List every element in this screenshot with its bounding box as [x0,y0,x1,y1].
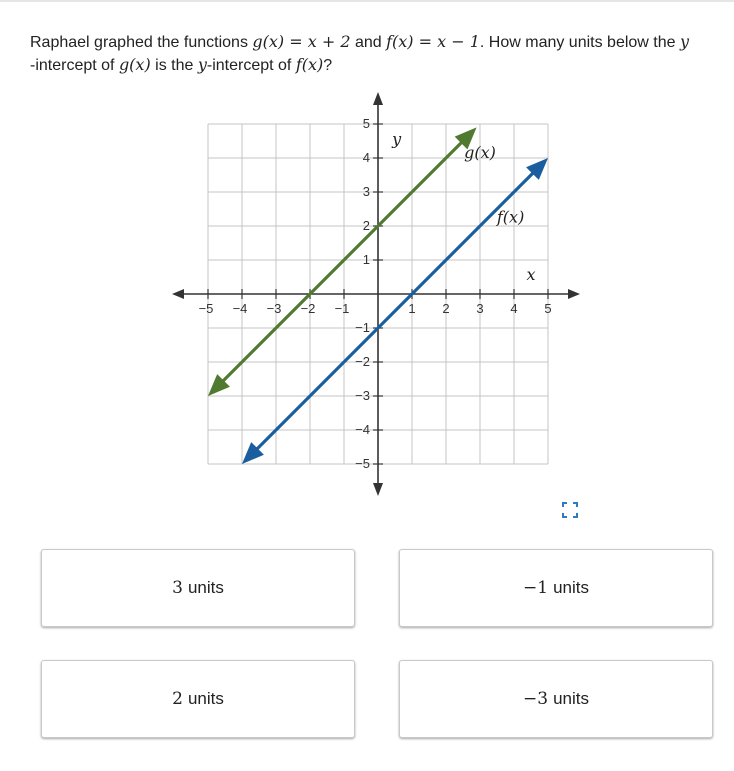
x-tick-label: −3 [266,301,282,316]
choice-2-units[interactable] [41,660,355,738]
question-part: Raphael graphed the functions [30,34,253,51]
x-tick-label: −5 [198,301,214,316]
y-variable: y [197,55,207,74]
question-part: is the [150,57,198,74]
y-tick-label: 2 [362,218,370,233]
y-tick-label: −4 [355,422,370,437]
f-name: f(x) [295,55,324,74]
question-part: -intercept of [30,57,119,74]
y-tick-label: −1 [355,320,370,335]
choice-number: −1 [523,578,549,598]
y-tick-label: 1 [362,252,370,267]
x-axis-arrow-left [172,289,184,299]
y-tick-label: 4 [362,150,370,165]
x-tick-label: 2 [442,301,450,316]
series-label-gx: g(x) [464,143,496,162]
y-tick-label: −5 [355,456,370,471]
question-part: . How many units below the [479,34,680,51]
choice-unit: units [187,689,224,708]
choice-number: 3 [172,578,183,598]
x-tick-label: −2 [300,301,316,316]
top-divider [0,0,734,2]
choice-unit: units [553,578,589,597]
choice-unit: units [553,689,589,708]
x-tick-label: 3 [476,301,484,316]
line-gx [221,140,464,383]
x-tick-label: −1 [334,301,350,316]
question-text [30,31,725,77]
choice-minus-1-units[interactable] [399,549,713,627]
question-part: and [350,34,387,51]
x-tick-label: 1 [408,301,416,316]
y-tick-label: 5 [362,116,370,131]
choice-unit: units [187,578,224,597]
y-variable: y [679,32,690,51]
question-part: ? [323,57,333,74]
x-axis-label: x [526,265,536,284]
choice-minus-3-units[interactable] [399,660,713,738]
question-part: -intercept of [206,57,296,74]
y-tick-label: 3 [362,184,370,199]
x-axis-arrow-right [568,289,580,299]
y-tick-label: −2 [355,354,370,369]
coordinate-graph [170,88,590,508]
y-tick-label: −3 [355,388,370,403]
line-fx [255,171,536,452]
series-label-fx: f(x) [496,207,525,227]
y-axis-label: y [392,129,402,149]
choice-number: −3 [523,689,549,709]
x-tick-label: 4 [510,301,518,316]
expand-icon[interactable] [562,502,578,518]
choice-number: 2 [172,689,183,709]
f-definition: f(x) = x − 1 [386,32,480,51]
y-axis-arrow-down [373,483,383,496]
g-definition: g(x) = x + 2 [252,32,351,51]
choice-3-units[interactable] [41,549,355,627]
x-tick-label: −4 [232,301,248,316]
x-tick-label: 5 [544,301,552,316]
y-axis-arrow-up [373,92,383,105]
g-name: g(x) [118,55,151,74]
